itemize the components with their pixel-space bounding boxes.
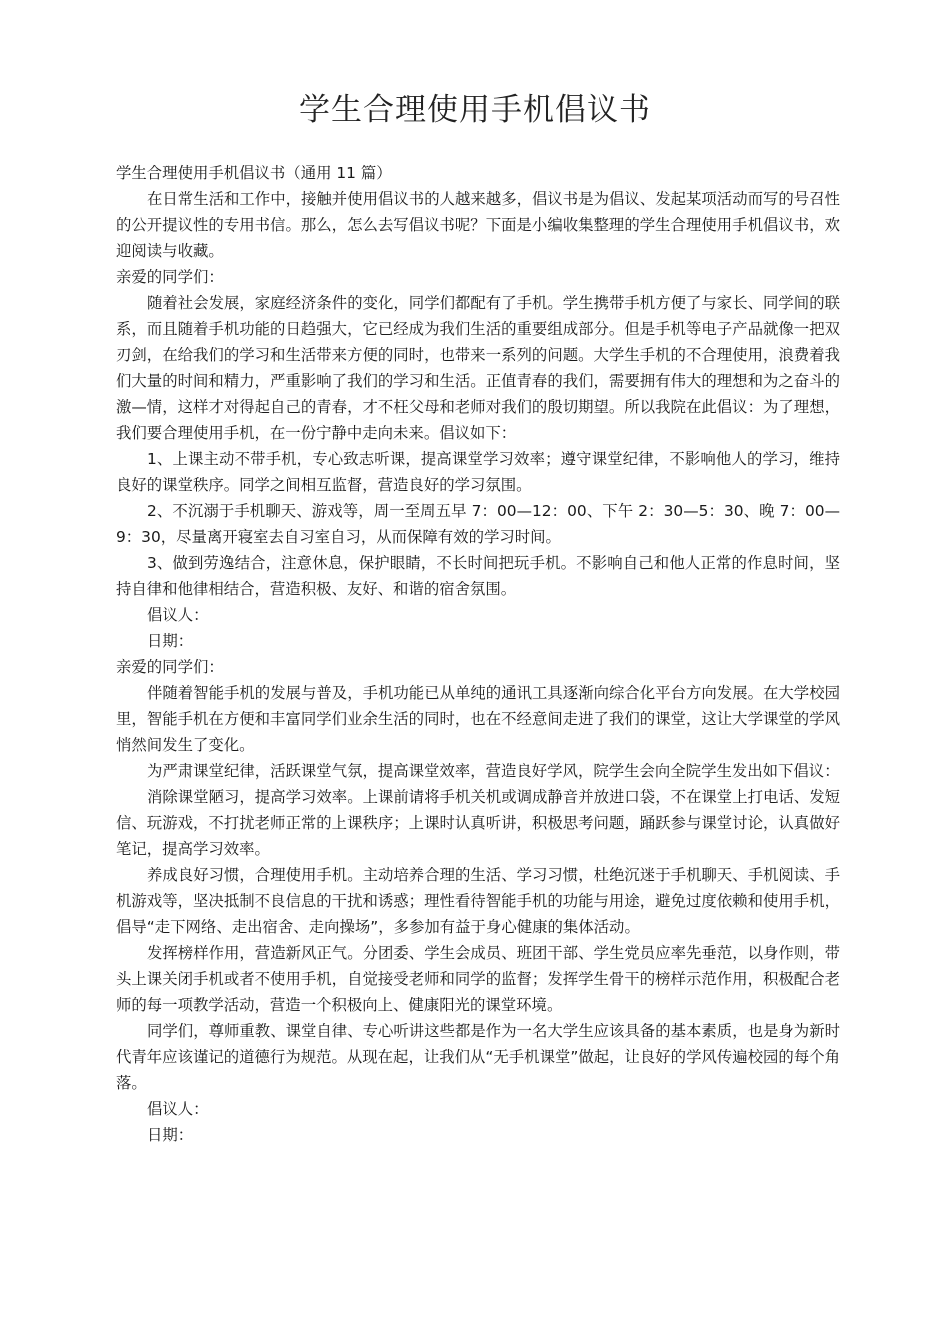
letter1-signer: 倡议人： (147, 606, 209, 624)
document-title: 学生合理使用手机倡议书 (299, 92, 651, 128)
letter1-salutation: 亲爱的同学们： (116, 268, 224, 286)
letter1-date: 日期： (147, 632, 194, 650)
letter2-paragraph-6: 同学们，尊师重教、课堂自律、专心听讲这些都是作为一名大学生应该具备的基本素质，也是身为新时代青年应该谨记的道德行为规范。从现在起，让我们从“无手机课堂”做起，让良好的学风传遍校园的每个角落。 (116, 1022, 840, 1092)
letter2-paragraph-2: 为严肃课堂纪律，活跃课堂气氛，提高课堂效率，营造良好学风，院学生会向全院学生发出如下倡议： (147, 762, 840, 780)
letter2-paragraph-1: 伴随着智能手机的发展与普及，手机功能已从单纯的通讯工具逐渐向综合化平台方向发展。在大学校园里，智能手机在方便和丰富同学们业余生活的同时，也在不经意间走进了我们的课堂，这让大学课堂的学风悄然间发生了变化。 (116, 684, 840, 754)
letter1-item-3: 3、做到劳逸结合，注意休息，保护眼睛，不长时间把玩手机。不影响自己和他人正常的作息时间，坚持自律和他律相结合，营造积极、友好、和谐的宿舍氛围。 (116, 554, 840, 598)
document-body (116, 160, 840, 1148)
letter1-paragraph: 随着社会发展，家庭经济条件的变化，同学们都配有了手机。学生携带手机方便了与家长、同学间的联系，而且随着手机功能的日趋强大，它已经成为我们生活的重要组成部分。但是手机等电子产品就像一把双刃剑，在给我们的学习和生活带来方便的同时，也带来一系列的问题。大学生手机的不合理使用，浪费着我们大量的时间和精力，严重影响了我们的学习和生活。正值青春的我们，需要拥有伟大的理想和为之奋斗的激—情，这样才对得起自己的青春，才不枉父母和老师对我们的殷切期望。所以我院在此倡议：为了理想，我们要合理使用手机，在一份宁静中走向未来。倡议如下： (116, 294, 840, 442)
letter1-item-2: 2、不沉溺于手机聊天、游戏等，周一至周五早 7：00—12：00、下午 2：30—5：30、晚 7：00—9：30，尽量离开寝室去自习室自习，从而保障有效的学习时间。 (116, 502, 840, 546)
letter2-salutation: 亲爱的同学们： (116, 658, 224, 676)
letter2-paragraph-5: 发挥榜样作用，营造新风正气。分团委、学生会成员、班团干部、学生党员应率先垂范，以身作则，带头上课关闭手机或者不使用手机，自觉接受老师和同学的监督；发挥学生骨干的榜样示范作用，积极配合老师的每一项教学活动，营造一个积极向上、健康阳光的课堂环境。 (116, 944, 840, 1014)
letter1-item-1: 1、上课主动不带手机，专心致志听课，提高课堂学习效率；遵守课堂纪律，不影响他人的学习，维持良好的课堂秩序。同学之间相互监督，营造良好的学习氛围。 (116, 450, 840, 494)
letter2-paragraph-4: 养成良好习惯，合理使用手机。主动培养合理的生活、学习习惯，杜绝沉迷于手机聊天、手机阅读、手机游戏等，坚决抵制不良信息的干扰和诱惑；理性看待智能手机的功能与用途，避免过度依赖和使用手机，倡导“走下网络、走出宿舍、走向操场”，多参加有益于身心健康的集体活动。 (116, 866, 840, 936)
letter2-paragraph-3: 消除课堂陋习，提高学习效率。上课前请将手机关机或调成静音并放进口袋，不在课堂上打电话、发短信、玩游戏，不打扰老师正常的上课秩序；上课时认真听讲，积极思考问题，踊跃参与课堂讨论，认真做好笔记，提高学习效率。 (116, 788, 840, 858)
letter2-date: 日期： (147, 1126, 194, 1144)
intro-paragraph: 在日常生活和工作中，接触并使用倡议书的人越来越多，倡议书是为倡议、发起某项活动而写的号召性的公开提议性的专用书信。那么，怎么去写倡议书呢？下面是小编收集整理的学生合理使用手机倡议书，欢迎阅读与收藏。 (116, 190, 840, 260)
letter2-signer: 倡议人： (147, 1100, 209, 1118)
document-subtitle: 学生合理使用手机倡议书（通用 11 篇） (116, 164, 392, 182)
